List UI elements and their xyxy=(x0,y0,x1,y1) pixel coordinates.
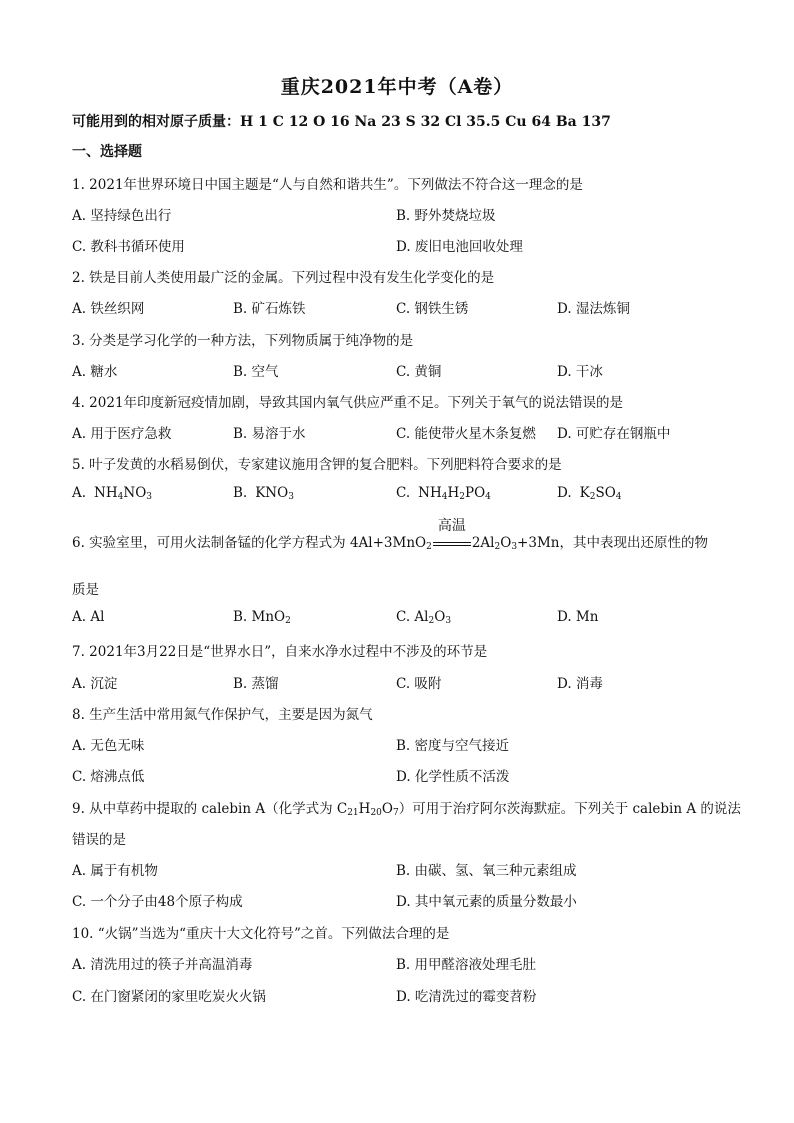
question-8-option-b: B. 密度与空气接近 xyxy=(396,738,510,754)
question-3-option-b: B. 空气 xyxy=(233,364,279,380)
question-9-option-b: B. 由碳、氢、氧三种元素组成 xyxy=(396,863,577,879)
question-9-option-a: A. 属于有机物 xyxy=(72,863,158,879)
question-8-option-a: A. 无色无味 xyxy=(72,738,145,754)
question-9-option-c: C. 一个分子由48个原子构成 xyxy=(72,894,243,910)
question-3-option-a: A. 糖水 xyxy=(72,364,118,380)
section-heading: 一、选择题 xyxy=(72,144,142,160)
question-1-option-b: B. 野外焚烧垃圾 xyxy=(396,208,496,224)
question-10-option-b: B. 用甲醛溶液处理毛肚 xyxy=(396,957,537,973)
reaction-condition-arrow: 高温 xyxy=(433,537,471,551)
option-letter: C. xyxy=(396,485,411,501)
question-5-option-c: C. $NH_4H_2PO_4$ xyxy=(396,485,491,502)
question-2-stem: 2. 铁是目前人类使用最广泛的金属。下列过程中没有发生化学变化的是 xyxy=(72,270,495,286)
question-7-option-b: B. 蒸馏 xyxy=(233,676,279,692)
question-9-option-d: D. 其中氧元素的质量分数最小 xyxy=(396,894,577,910)
question-1-option-c: C. 教科书循环使用 xyxy=(72,239,185,255)
question-1-stem: 1. 2021年世界环境日中国主题是“人与自然和谐共生”。下列做法不符合这一理念的是 xyxy=(72,177,583,193)
question-8-option-c: C. 熔沸点低 xyxy=(72,769,145,785)
option-letter: D. xyxy=(557,485,572,501)
question-2-option-b: B. 矿石炼铁 xyxy=(233,301,306,317)
question-10-stem: 10. “火锅”当选为“重庆十大文化符号”之首。下列做法合理的是 xyxy=(72,926,450,942)
question-7-option-c: C. 吸附 xyxy=(396,676,442,692)
question-7-stem: 7. 2021年3月22日是“世界水日”，自来水净水过程中不涉及的环节是 xyxy=(72,644,488,660)
question-5-option-a: A. $NH_4NO_3$ xyxy=(72,485,152,502)
option-letter: B. xyxy=(233,485,248,501)
option-letter: A. xyxy=(72,485,87,501)
atomic-masses-line: 可能用到的相对原子质量：H 1 C 12 O 16 Na 23 S 32 Cl 35.5 Cu 64 Ba 137 xyxy=(72,114,611,130)
question-5-stem: 5. 叶子发黄的水稻易倒伏，专家建议施用含钾的复合肥料。下列肥料符合要求的是 xyxy=(72,457,562,473)
question-9-stem-continued: 错误的是 xyxy=(72,832,126,848)
question-4-option-b: B. 易溶于水 xyxy=(233,426,306,442)
question-1-option-a: A. 坚持绿色出行 xyxy=(72,208,172,224)
question-10-option-d: D. 吃清洗过的霉变苕粉 xyxy=(396,989,537,1005)
question-6-option-c: C. $Al_2O_3$ xyxy=(396,609,452,626)
question-7-option-d: D. 消毒 xyxy=(557,676,603,692)
question-8-option-d: D. 化学性质不活泼 xyxy=(396,769,510,785)
question-6-stem-continued: 质是 xyxy=(72,582,99,598)
question-3-option-d: D. 干冰 xyxy=(557,364,603,380)
question-4-stem: 4. 2021年印度新冠疫情加剧，导致其国内氧气供应严重不足。下列关于氧气的说法错误的是 xyxy=(72,395,624,411)
question-1-option-d: D. 废旧电池回收处理 xyxy=(396,239,523,255)
question-8-stem: 8. 生产生活中常用氮气作保护气，主要是因为氮气 xyxy=(72,707,373,723)
question-9-stem: 9. 从中草药中提取的 calebin A（化学式为 $C_{21}H_{20}O_7$）可用于治疗阿尔茨海默症。下列关于 calebin A 的说法 xyxy=(72,801,741,818)
question-3-stem: 3. 分类是学习化学的一种方法，下列物质属于纯净物的是 xyxy=(72,333,414,349)
question-5-option-b: B. $KNO_3$ xyxy=(233,485,294,502)
question-2-option-a: A. 铁丝织网 xyxy=(72,301,145,317)
question-4-option-a: A. 用于医疗急救 xyxy=(72,426,172,442)
question-6-stem: 6. 实验室里，可用火法制备锰的化学方程式为 4Al+3MnO$_2$ 高温 $2Al_2O_3+3Mn$，其中表现出还原性的物 xyxy=(72,517,708,552)
exam-title: 重庆2021年中考（A卷） xyxy=(280,76,514,98)
question-6-option-b: B. MnO$_2$ xyxy=(233,609,291,626)
question-2-option-d: D. 湿法炼铜 xyxy=(557,301,630,317)
question-6-option-a: A. Al xyxy=(72,609,105,625)
question-10-option-c: C. 在门窗紧闭的家里吃炭火火锅 xyxy=(72,989,266,1005)
question-7-option-a: A. 沉淀 xyxy=(72,676,118,692)
question-4-option-c: C. 能使带火星木条复燃 xyxy=(396,426,536,442)
question-10-option-a: A. 清洗用过的筷子并高温消毒 xyxy=(72,957,253,973)
question-5-option-d: D. $K_2SO_4$ xyxy=(557,485,622,502)
question-3-option-c: C. 黄铜 xyxy=(396,364,442,380)
question-2-option-c: C. 钢铁生锈 xyxy=(396,301,469,317)
question-4-option-d: D. 可贮存在钢瓶中 xyxy=(557,426,671,442)
question-6-option-d: D. Mn xyxy=(557,609,599,625)
